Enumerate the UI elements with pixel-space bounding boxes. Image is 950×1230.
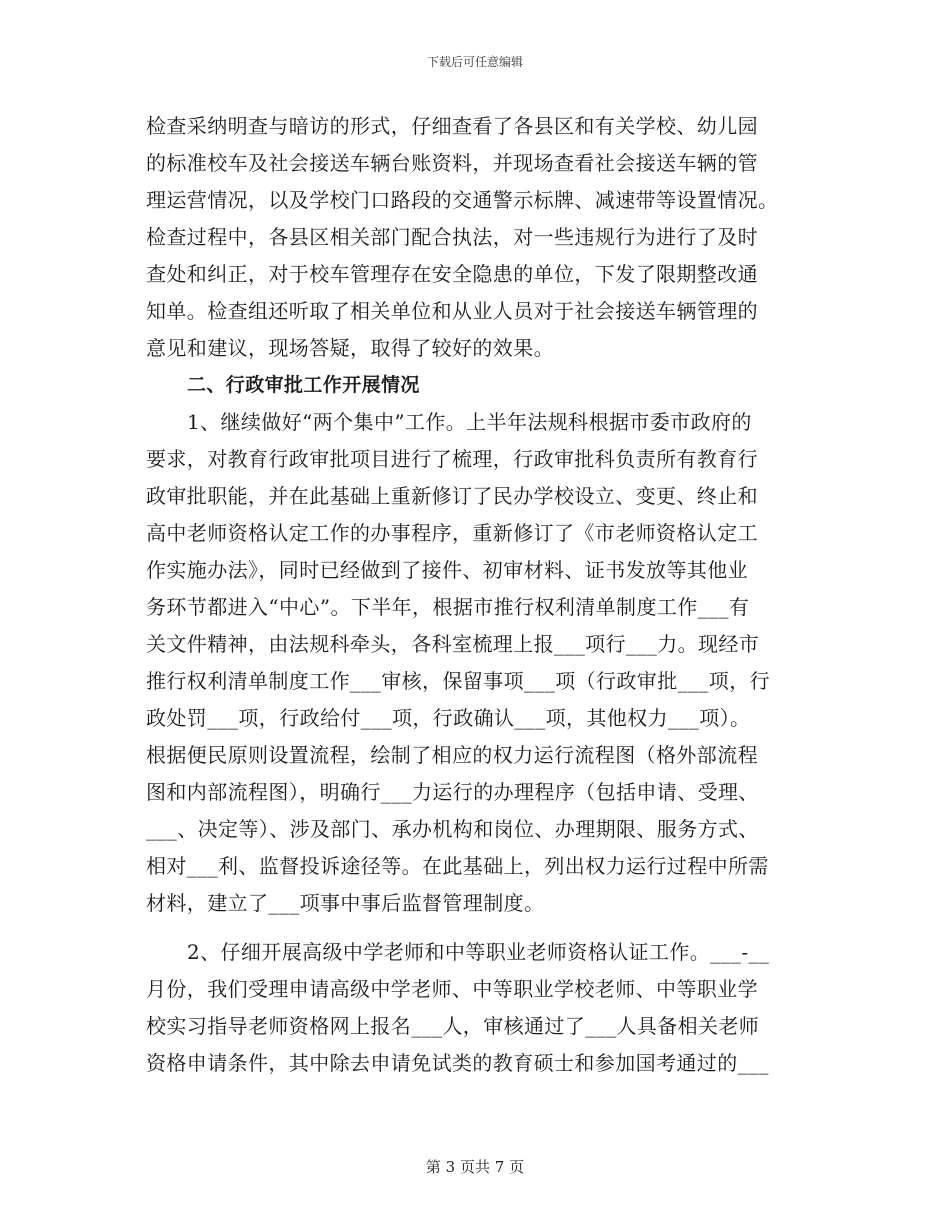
header-note: 下载后可任意编辑 bbox=[426, 55, 523, 69]
paragraph-line: 作实施办法》，同时已经做到了接件、初审材料、证书发放等其他业 bbox=[146, 558, 748, 582]
paragraph-line: 图和内部流程图），明确行___力运行的办理程序（包括申请、受理、 bbox=[146, 780, 759, 804]
paragraph-line: 要求，对教育行政审批项目进行了梳理，行政审批科负责所有教育行 bbox=[146, 447, 758, 471]
paragraph-line: 关文件精神，由法规科牵头，各科室梳理上报___项行___力。现经市 bbox=[146, 632, 760, 656]
document-body bbox=[146, 108, 806, 1082]
paragraph-line: 高中老师资格认定工作的办事程序，重新修订了《市老师资格认定工 bbox=[146, 521, 758, 545]
paragraph-line: 务环节都进入“中心”。下半年，根据市推行权利清单制度工作___有 bbox=[146, 595, 750, 619]
paragraph-line: 材料，建立了___项事中事后监督管理制度。 bbox=[146, 891, 545, 915]
paragraph-line: 推行权利清单制度工作___审核，保留事项___项（行政审批___项，行 bbox=[146, 669, 770, 693]
paragraph-line: 政处罚___项，行政给付___项，行政确认___项，其他权力___项）。 bbox=[146, 706, 751, 730]
paragraph-line: 月份，我们受理申请高级中学老师、中等职业学校老师、中等职业学 bbox=[146, 977, 758, 1001]
paragraph-line: 1、继续做好“两个集中”工作。上半年法规科根据市委市政府的 bbox=[187, 410, 752, 434]
paragraph-line: 理运营情况，以及学校门口路段的交通警示标牌、减速带等设置情况。 bbox=[146, 188, 779, 212]
paragraph-line: 意见和建议，现场答疑，取得了较好的效果。 bbox=[146, 336, 554, 360]
paragraph-line: 根据便民原则设置流程，绘制了相应的权力运行流程图（格外部流程 bbox=[146, 743, 758, 767]
paragraph-line: ___、决定等）、涉及部门、承办机构和岗位、办理期限、服务方式、 bbox=[146, 817, 759, 841]
paragraph-line: 校实习指导老师资格网上报名___人，审核通过了___人具备相关老师 bbox=[146, 1014, 760, 1038]
paragraph-line: 检查过程中，各县区相关部门配合执法，对一些违规行为进行了及时 bbox=[146, 225, 758, 249]
paragraph-line: 检查采纳明查与暗访的形式，仔细查看了各县区和有关学校、幼儿园 bbox=[146, 114, 758, 138]
section-heading: 二、行政审批工作开展情况 bbox=[187, 374, 420, 396]
paragraph-line: 政审批职能，并在此基础上重新修订了民办学校设立、变更、终止和 bbox=[146, 484, 758, 508]
paragraph-line: 相对___利、监督投诉途径等。在此基础上，列出权力运行过程中所需 bbox=[146, 854, 769, 878]
paragraph-line: 知单。检查组还听取了相关单位和从业人员对于社会接送车辆管理的 bbox=[146, 299, 758, 323]
paragraph-spacer bbox=[146, 922, 806, 934]
paragraph-line: 资格申请条件，其中除去申请免试类的教育硕士和参加国考通过的___ bbox=[146, 1051, 769, 1075]
paragraph-line: 的标准校车及社会接送车辆台账资料，并现场查看社会接送车辆的管 bbox=[146, 151, 758, 175]
paragraph-line: 2、仔细开展高级中学老师和中等职业老师资格认证工作。___-__ bbox=[187, 940, 770, 964]
page-number: 第 3 页共 7 页 bbox=[425, 1158, 525, 1176]
paragraph-line: 查处和纠正，对于校车管理存在安全隐患的单位，下发了限期整改通 bbox=[146, 262, 758, 286]
